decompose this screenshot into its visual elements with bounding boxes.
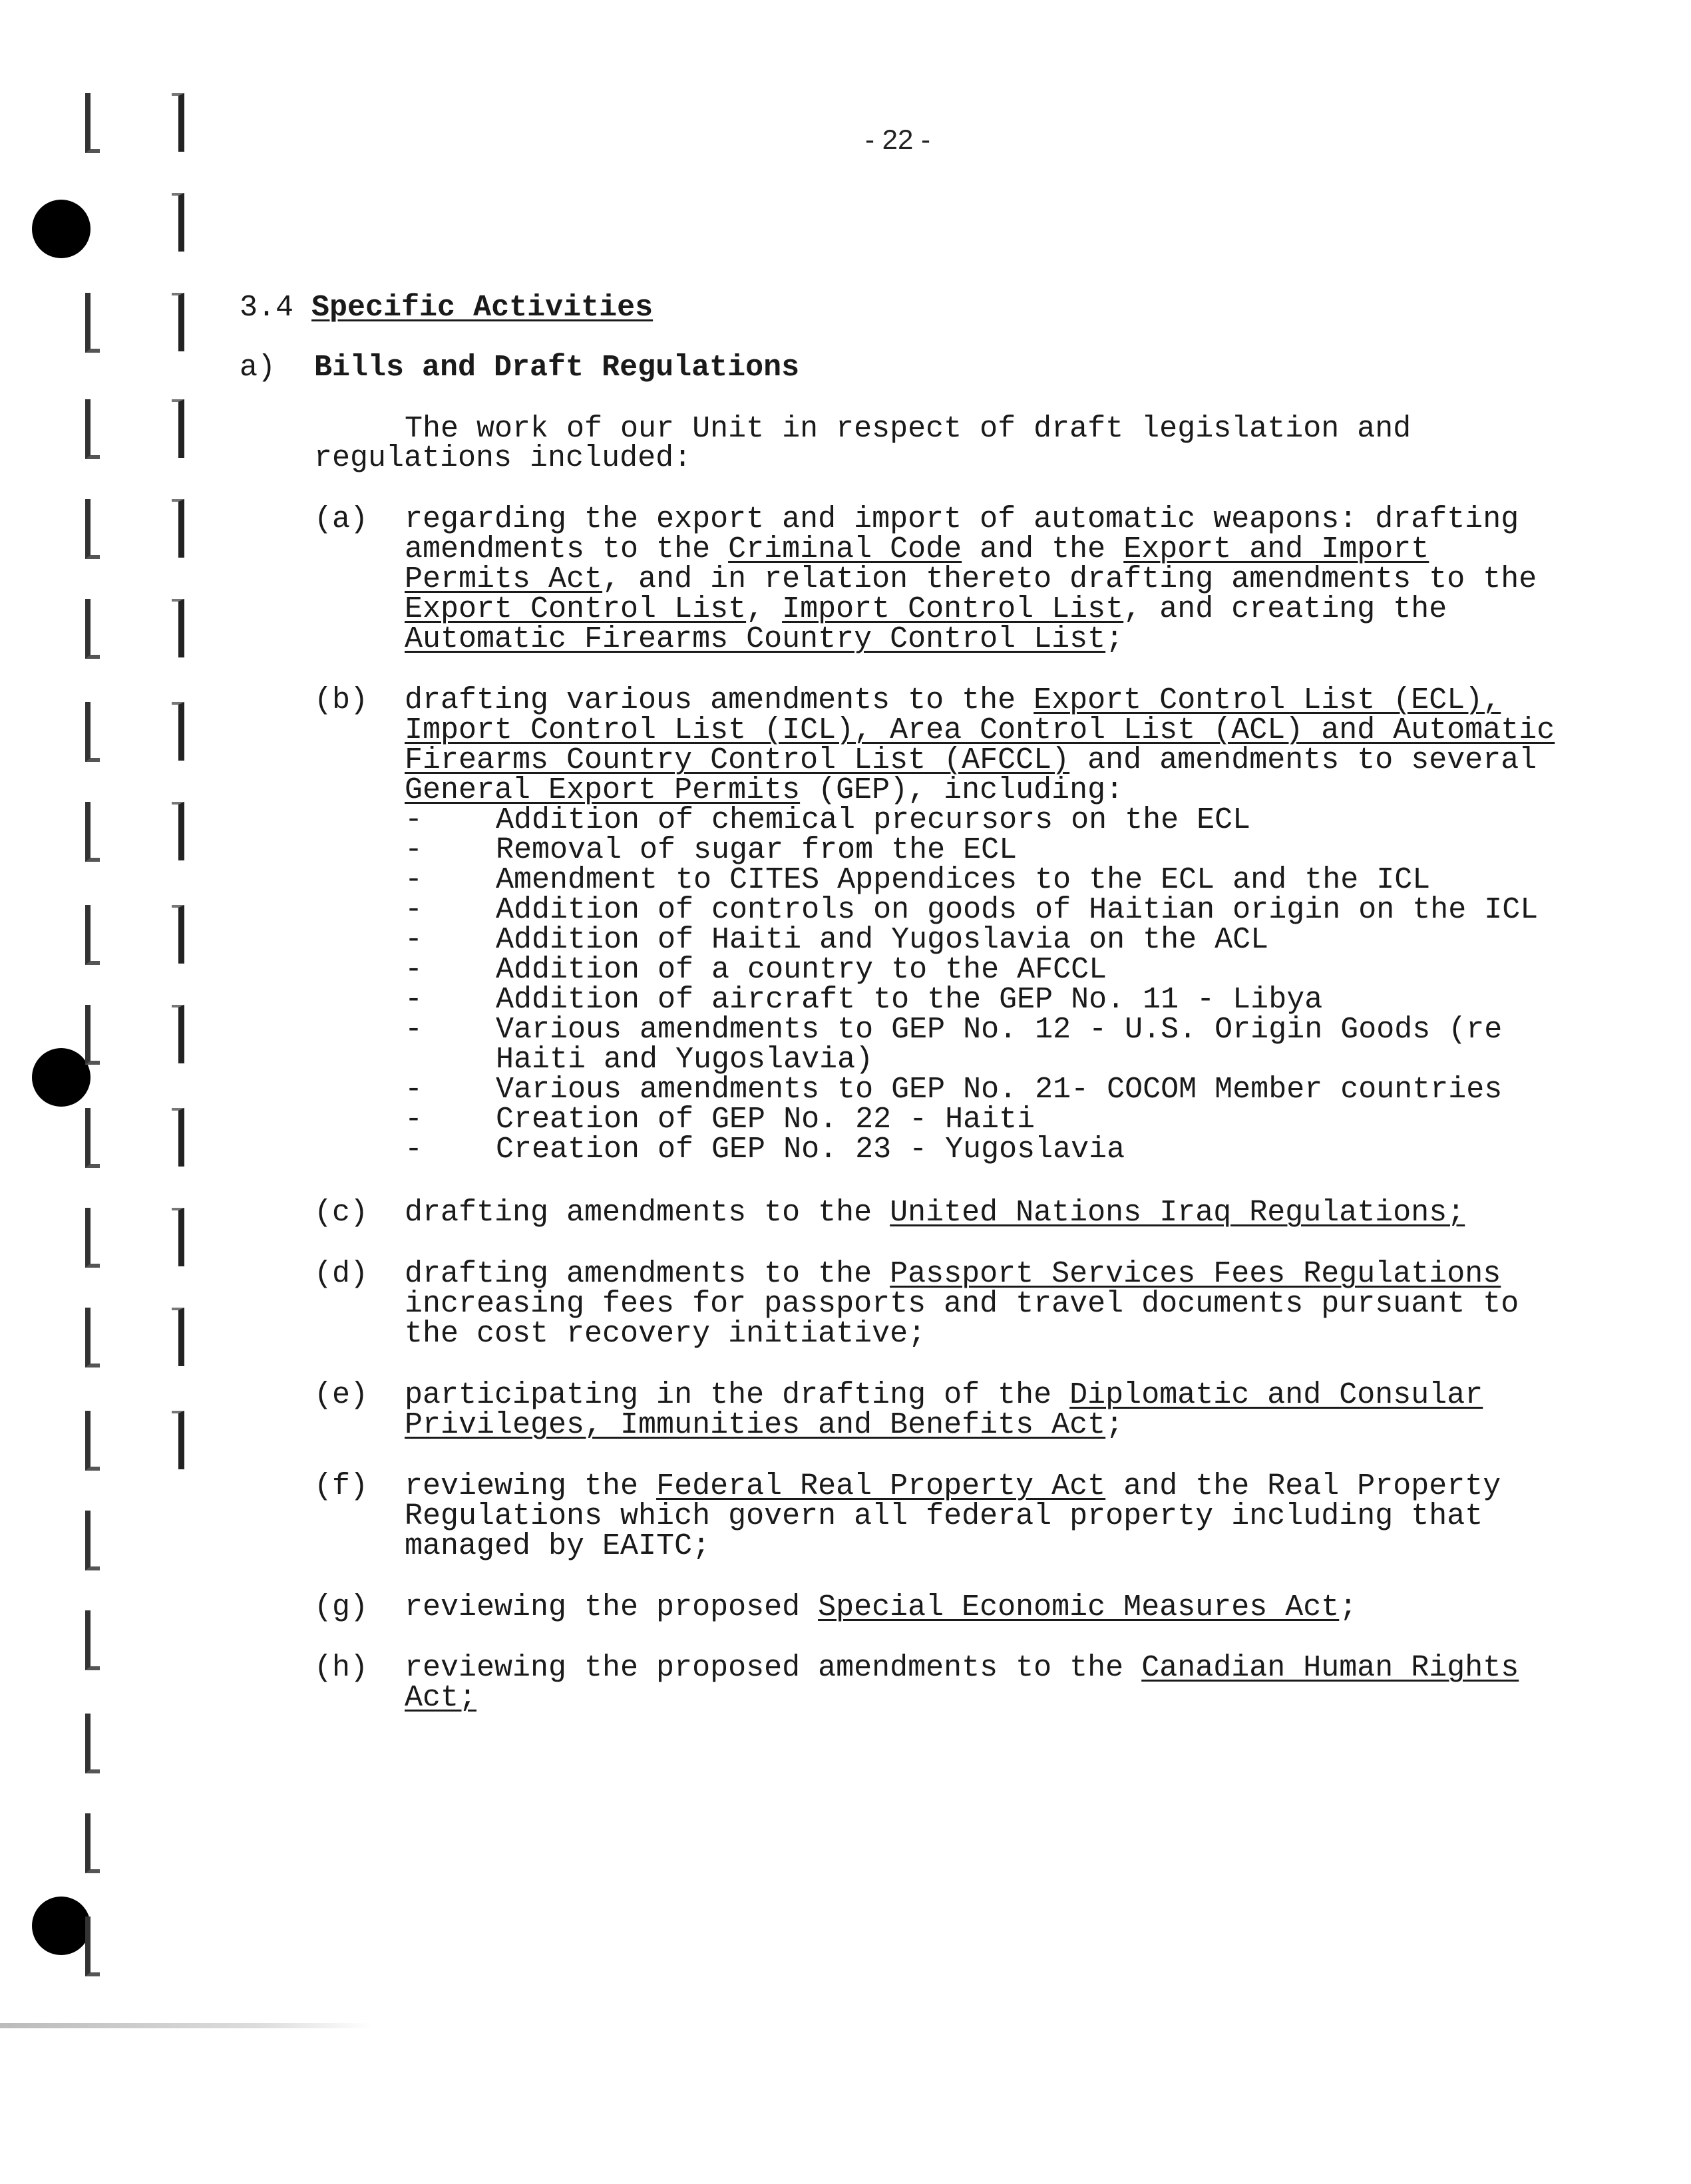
bullet-dash: -	[405, 833, 423, 867]
bullet-dash: -	[405, 893, 423, 927]
act-reference: Special Economic Measures Act	[818, 1590, 1340, 1624]
binder-mark	[85, 93, 100, 153]
item-line: Export Control List, Import Control List, and creating the	[405, 592, 1447, 626]
punch-hole	[32, 1048, 91, 1107]
item-label: (h)	[314, 1651, 369, 1685]
item-line: Regulations which govern all federal property including that	[405, 1499, 1483, 1533]
act-reference: Privileges, Immunities and Benefits Act	[405, 1408, 1106, 1442]
binder-mark	[172, 599, 184, 657]
act-reference: Federal Real Property Act	[656, 1469, 1106, 1503]
scan-edge-artifact	[0, 2023, 373, 2028]
item-line: the cost recovery initiative;	[405, 1317, 926, 1351]
bullet-text: Amendment to CITES Appendices to the ECL and the ICL	[496, 863, 1431, 897]
item-label: (a)	[314, 502, 369, 536]
binder-mark	[172, 1308, 184, 1366]
binder-mark	[85, 599, 100, 659]
item-line	[405, 1683, 476, 1713]
binder-mark	[85, 1208, 100, 1268]
bullet-text: Removal of sugar from the ECL	[496, 833, 1018, 867]
act-reference: Export and Import	[1123, 532, 1429, 566]
item-line	[405, 715, 1555, 745]
act-reference: General Export Permits	[405, 773, 801, 807]
item-label: (c)	[314, 1196, 369, 1230]
item-line: drafting amendments to the United Nations Iraq Regulations;	[405, 1196, 1465, 1230]
item-line: participating in the drafting of the Diplomatic and Consular	[405, 1378, 1483, 1412]
item-line: reviewing the proposed amendments to the Canadian Human Rights	[405, 1651, 1519, 1685]
act-reference: Export Control List (ECL),	[1033, 683, 1501, 717]
bullet-dash: -	[405, 1103, 423, 1137]
binder-mark	[172, 905, 184, 964]
section-heading	[240, 293, 653, 323]
act-reference: Firearms Country Control List (AFCCL)	[405, 743, 1070, 777]
punch-hole	[32, 1897, 91, 1955]
act-reference: Diplomatic and Consular	[1069, 1378, 1483, 1412]
binder-mark	[172, 93, 184, 152]
bullet-text: Addition of aircraft to the GEP No. 11 - Libya	[496, 983, 1323, 1017]
punch-hole	[32, 200, 91, 258]
item-line: increasing fees for passports and travel documents pursuant to	[405, 1287, 1519, 1321]
binder-mark	[172, 802, 184, 860]
item-label: (g)	[314, 1590, 369, 1624]
binder-mark	[85, 499, 100, 559]
act-reference: Canadian Human Rights	[1141, 1651, 1519, 1685]
intro-line: The work of our Unit in respect of draft legislation and	[405, 412, 1411, 446]
binder-mark	[172, 399, 184, 458]
item-line: reviewing the Federal Real Property Act and the Real Property	[405, 1469, 1501, 1503]
binder-mark	[85, 702, 100, 762]
binder-mark	[85, 1308, 100, 1367]
binder-mark	[85, 905, 100, 965]
binder-mark	[85, 1714, 100, 1773]
bullet-text: Addition of a country to the AFCCL	[496, 953, 1107, 987]
bullet-dash: -	[405, 1133, 423, 1167]
item-label: (d)	[314, 1257, 369, 1291]
binder-mark	[85, 1511, 100, 1570]
binder-mark	[85, 293, 100, 353]
binder-mark	[172, 499, 184, 558]
section-title: Specific Activities	[311, 291, 654, 325]
binder-mark	[85, 1916, 100, 1976]
item-line: Firearms Country Control List (AFCCL) and amendments to several	[405, 743, 1537, 777]
item-line: regarding the export and import of automatic weapons: drafting	[405, 502, 1519, 536]
intro-line: regulations included:	[314, 441, 692, 475]
binder-mark	[172, 193, 184, 252]
page-number: - 22 -	[865, 124, 931, 155]
item-line: reviewing the proposed Special Economic Measures Act;	[405, 1590, 1358, 1624]
item-line: General Export Permits (GEP), including:	[405, 773, 1124, 807]
item-line: Permits Act, and in relation thereto drafting amendments to the	[405, 562, 1537, 596]
binder-mark	[172, 293, 184, 351]
act-reference: Export Control List	[405, 592, 747, 626]
bullet-text: Addition of chemical precursors on the ECL	[496, 803, 1251, 837]
item-line: managed by EAITC;	[405, 1529, 711, 1563]
binder-mark	[172, 1411, 184, 1469]
binder-mark	[85, 1005, 100, 1065]
act-reference: Automatic Firearms Country Control List	[405, 622, 1106, 656]
bullet-text: Addition of controls on goods of Haitian origin on the ICL	[496, 893, 1539, 927]
item-line: Automatic Firearms Country Control List;	[405, 622, 1124, 656]
item-line: drafting various amendments to the Export Control List (ECL),	[405, 683, 1501, 717]
subsection-title: Bills and Draft Regulations	[314, 351, 800, 385]
binder-mark	[172, 1108, 184, 1167]
item-line: drafting amendments to the Passport Services Fees Regulations	[405, 1257, 1501, 1291]
bullet-dash: -	[405, 923, 423, 957]
binder-mark	[85, 1108, 100, 1168]
act-reference: United Nations Iraq Regulations;	[890, 1196, 1465, 1230]
bullet-text: Various amendments to GEP No. 21- COCOM Member countries	[496, 1073, 1503, 1107]
bullet-dash: -	[405, 1073, 423, 1107]
bullet-text: Haiti and Yugoslavia)	[496, 1043, 874, 1077]
act-reference: Import Control List (ICL), Area Control List (ACL) and Automatic	[405, 713, 1555, 747]
binder-mark	[85, 802, 100, 862]
act-reference: Permits Act	[405, 562, 603, 596]
act-reference: Import Control List	[782, 592, 1124, 626]
bullet-dash: -	[405, 983, 423, 1017]
binder-mark	[85, 1813, 100, 1873]
bullet-text: Creation of GEP No. 23 - Yugoslavia	[496, 1133, 1125, 1167]
binder-mark	[85, 399, 100, 459]
binder-mark	[172, 1005, 184, 1063]
bullet-text: Addition of Haiti and Yugoslavia on the ACL	[496, 923, 1269, 957]
item-line: Privileges, Immunities and Benefits Act;	[405, 1408, 1124, 1442]
bullet-text: Creation of GEP No. 22 - Haiti	[496, 1103, 1035, 1137]
item-label: (f)	[314, 1469, 369, 1503]
item-label: (e)	[314, 1378, 369, 1412]
bullet-dash: -	[405, 953, 423, 987]
act-reference: Passport Services Fees Regulations	[890, 1257, 1501, 1291]
binder-mark	[85, 1411, 100, 1471]
item-label: (b)	[314, 683, 369, 717]
subsection-label: a)	[240, 351, 276, 385]
binder-mark	[172, 1208, 184, 1266]
binder-mark	[172, 702, 184, 761]
section-number: 3.4	[240, 291, 294, 325]
item-line: amendments to the Criminal Code and the Export and Import	[405, 532, 1429, 566]
bullet-dash: -	[405, 863, 423, 897]
bullet-dash: -	[405, 1013, 423, 1047]
act-reference: Act;	[405, 1681, 477, 1715]
bullet-dash: -	[405, 803, 423, 837]
act-reference: Criminal Code	[728, 532, 962, 566]
binder-mark	[85, 1610, 100, 1670]
bullet-text: Various amendments to GEP No. 12 - U.S. Origin Goods (re	[496, 1013, 1503, 1047]
